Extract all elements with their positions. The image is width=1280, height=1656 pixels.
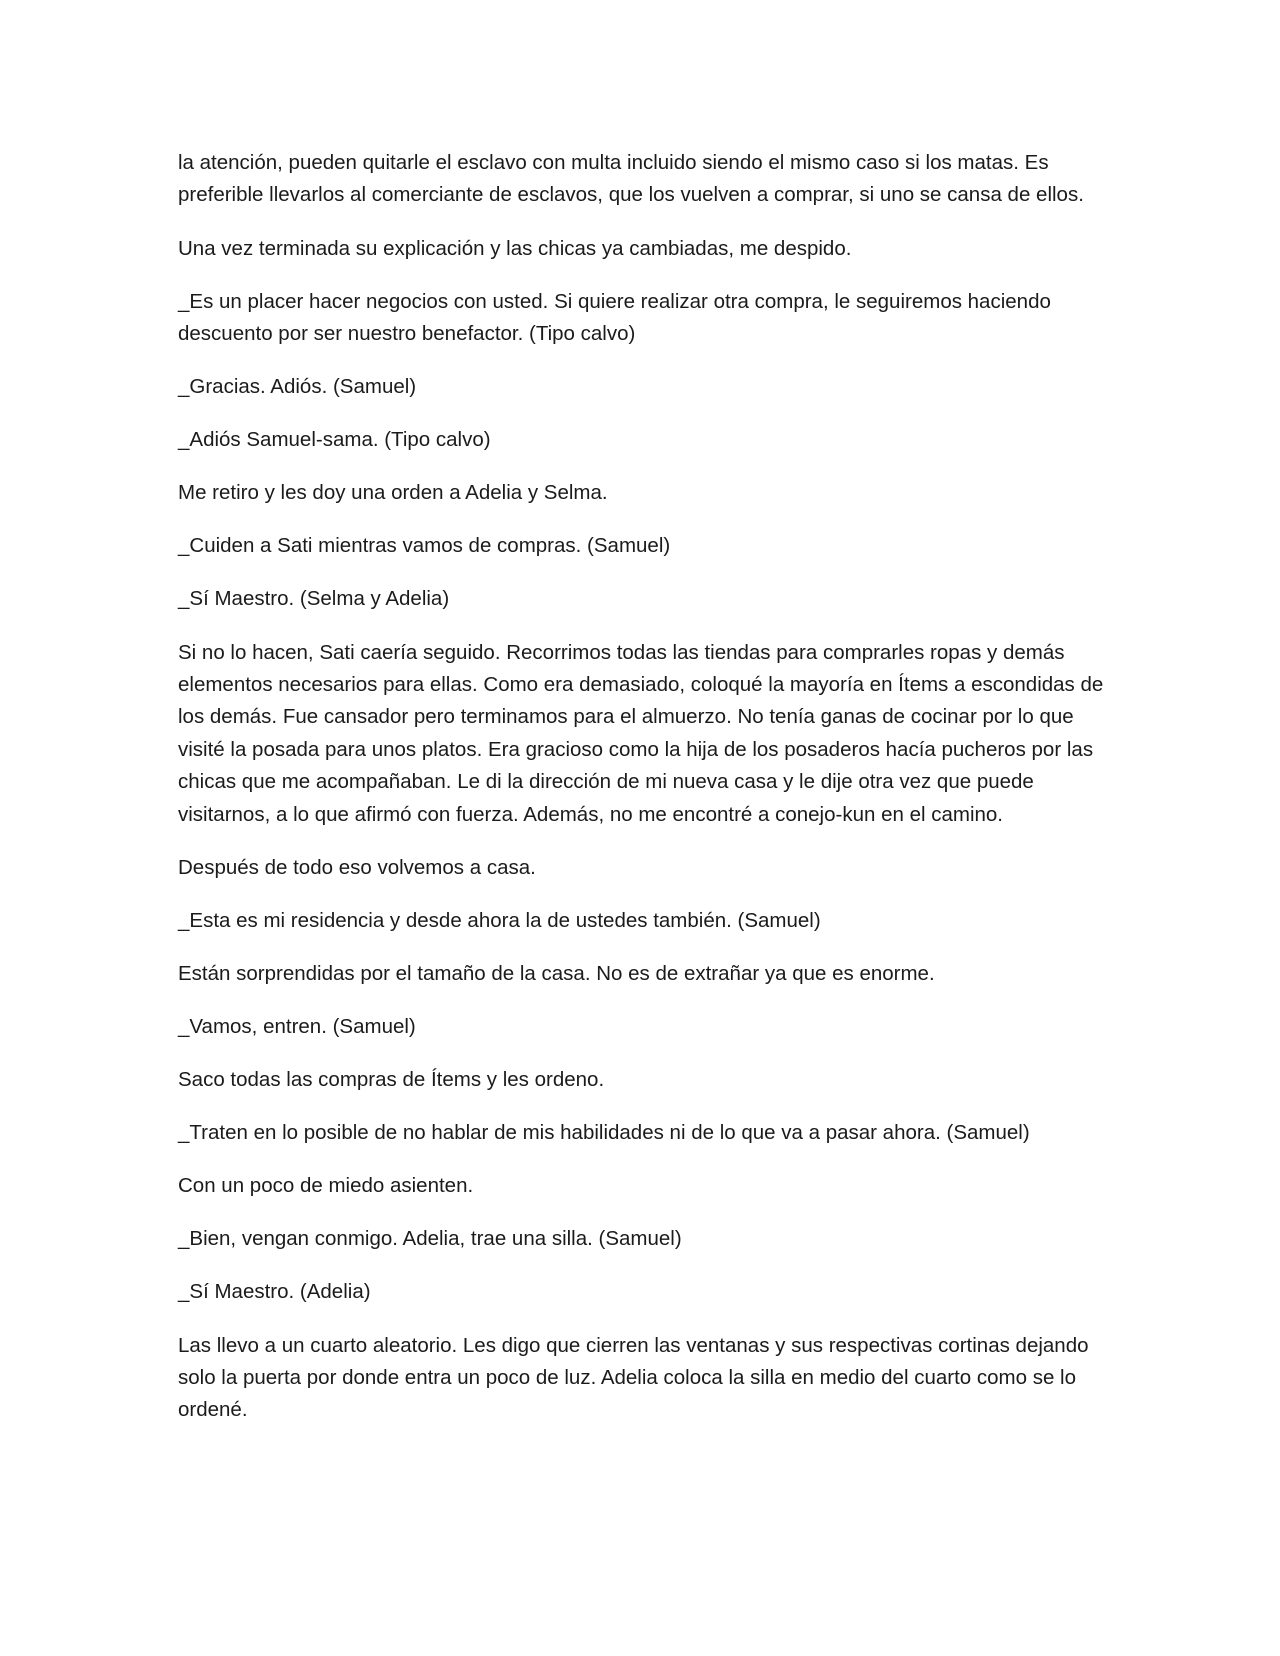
paragraph: Saco todas las compras de Ítems y les ordeno. [178, 1068, 605, 1092]
dialogue-line: _Es un placer hacer negocios con usted. Si quiere realizar otra compra, le seguiremos haciendo descuento por ser nuestro benefactor. (Tipo calvo) [178, 289, 1051, 345]
dialogue-line: _Bien, vengan conmigo. Adelia, trae una silla. (Samuel) [178, 1227, 682, 1251]
dialogue-line: _Cuiden a Sati mientras vamos de compras. (Samuel) [178, 534, 671, 558]
paragraph: Con un poco de miedo asienten. [178, 1174, 474, 1198]
dialogue-line: _Adiós Samuel-sama. (Tipo calvo) [178, 428, 491, 452]
dialogue-line: _Sí Maestro. (Selma y Adelia) [178, 587, 450, 611]
paragraph: Si no lo hacen, Sati caería seguido. Recorrimos todas las tiendas para comprarles ropas y demás elementos necesarios para ellas. Como era demasiado, coloqué la mayoría en Ítems a escondidas de los demás. Fue cansador pero terminamos para el almuerzo. No tenía ganas de cocinar por lo que visité la posada para unos platos. Era gracioso como la hija de los posaderos hacía pucheros por las chicas que me acompañaban. Le di la dirección de mi nueva casa y le dije otra vez que puede visitarnos, a lo que afirmó con fuerza. Además, no me encontré a conejo-kun en el camino. [178, 640, 1104, 826]
dialogue-line: _Gracias. Adiós. (Samuel) [178, 375, 417, 399]
paragraph: la atención, pueden quitarle el esclavo con multa incluido siendo el mismo caso si los matas. Es preferible llevarlos al comerciante de esclavos, que los vuelven a comprar, si uno se cansa de ellos. [178, 151, 1084, 207]
dialogue-line: _Vamos, entren. (Samuel) [178, 1014, 416, 1038]
paragraph: Una vez terminada su explicación y las chicas ya cambiadas, me despido. [178, 236, 852, 260]
dialogue-line: _Sí Maestro. (Adelia) [178, 1280, 371, 1304]
paragraph: Después de todo eso volvemos a casa. [178, 855, 536, 879]
document-body [178, 147, 1118, 1447]
paragraph: Me retiro y les doy una orden a Adelia y Selma. [178, 481, 608, 505]
paragraph: Las llevo a un cuarto aleatorio. Les digo que cierren las ventanas y sus respectivas cortinas dejando solo la puerta por donde entra un poco de luz. Adelia coloca la silla en medio del cuarto como se lo ordené. [178, 1333, 1089, 1422]
dialogue-line: _Traten en lo posible de no hablar de mis habilidades ni de lo que va a pasar ahora. (Samuel) [178, 1121, 1030, 1145]
paragraph: Están sorprendidas por el tamaño de la casa. No es de extrañar ya que es enorme. [178, 961, 935, 985]
dialogue-line: _Esta es mi residencia y desde ahora la de ustedes también. (Samuel) [178, 908, 821, 932]
